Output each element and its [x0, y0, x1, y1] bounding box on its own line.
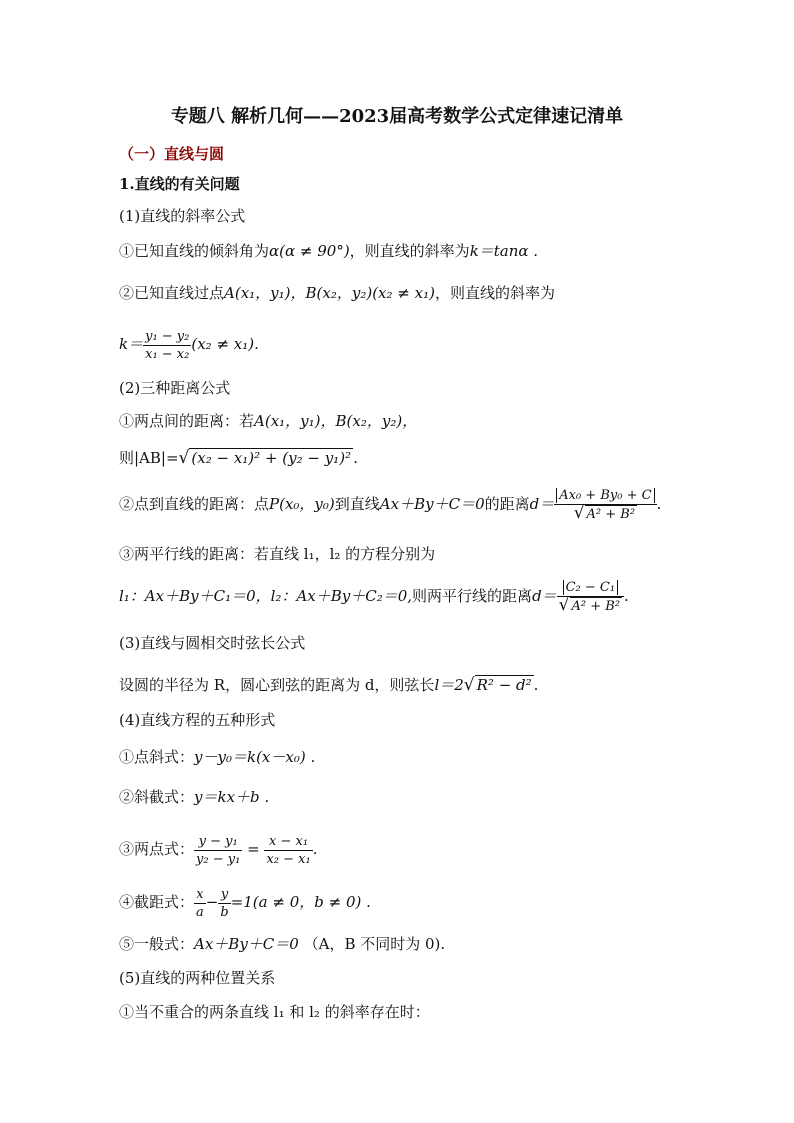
text: ②斜截式： — [119, 788, 195, 806]
formula: Ax＋By＋C＝0 — [194, 935, 299, 953]
fraction — [264, 833, 312, 868]
text: 则|AB|= — [119, 449, 179, 467]
text: . — [353, 449, 358, 467]
text: ，则直线的斜率为 — [434, 284, 555, 302]
fraction — [218, 886, 230, 921]
parallel-lines-line: ③两平行线的距离：若直线 l₁，l₂ 的方程分别为 — [119, 545, 436, 563]
chord-length-line — [119, 674, 538, 696]
text: . — [533, 676, 539, 694]
radicand: A² + B² — [571, 598, 621, 614]
topic-heading: 1.直线的有关问题 — [119, 175, 240, 193]
text: ，则直线的斜率为 — [349, 242, 470, 260]
subsection-line-forms: (4)直线方程的五种形式 — [119, 711, 276, 729]
two-point-form-line — [119, 829, 317, 869]
radicand: R² − d² — [476, 676, 532, 694]
text: 则两平行线的距离 — [412, 587, 533, 605]
slope-angle-line — [119, 240, 538, 262]
text: ②点到直线的距离：点 — [119, 495, 270, 513]
position-relation-line: ①当不重合的两条直线 l₁ 和 l₂ 的斜率存在时： — [119, 1003, 430, 1021]
general-form-line — [119, 933, 445, 955]
numerator: x − x₁ — [264, 833, 312, 851]
parallel-distance-formula — [119, 576, 629, 616]
page-title: 专题八 解析几何——2023届高考数学公式定律速记清单 — [170, 106, 624, 127]
numerator: x — [194, 886, 206, 904]
numerator: y₁ − y₂ — [145, 328, 190, 344]
subsection-distance: (2)三种距离公式 — [119, 379, 231, 397]
text: ①点斜式： — [119, 748, 195, 766]
fraction — [557, 579, 624, 616]
formula: k＝ — [119, 335, 144, 353]
formula: l₁：Ax＋By＋C₁＝0，l₂：Ax＋By＋C₂＝0, — [119, 587, 413, 605]
denominator: a — [196, 904, 204, 920]
formula: P(x₀，y₀) — [269, 495, 335, 513]
two-point-distance-line — [119, 410, 417, 432]
denominator: b — [220, 904, 229, 920]
text: . — [312, 840, 318, 858]
denominator — [554, 502, 656, 524]
formula: A(x₁，y₁)，B(x₂，y₂)(x₂ ≠ x₁) — [224, 284, 435, 302]
text: ②已知直线过点 — [119, 284, 225, 302]
slope-two-points-line — [119, 282, 555, 304]
formula: α(α ≠ 90°) — [269, 242, 350, 260]
point-slope-line — [119, 746, 315, 768]
denominator — [557, 594, 624, 616]
formula: y＝kx＋b . — [194, 788, 270, 806]
formula: y－y₀＝k(x－x₀) . — [194, 748, 316, 766]
text: 设圆的半径为 R，圆心到弦的距离为 d，则弦长 — [119, 676, 435, 694]
two-point-distance-formula — [119, 447, 358, 469]
abs-value: Ax₀ + By₀ + C — [556, 488, 654, 503]
numerator: y — [218, 886, 230, 904]
denominator: x₂ − x₁ — [266, 851, 311, 867]
text: ⑤一般式： — [119, 935, 195, 953]
sqrt-icon: √ — [573, 502, 585, 523]
equals: = — [247, 840, 260, 858]
radicand: (x₂ − x₁)² + (y₂ − y₁)² — [191, 449, 352, 467]
denominator: y₂ − y₁ — [196, 851, 241, 867]
fraction — [143, 328, 191, 363]
text: 的距离 — [484, 495, 530, 513]
slope-formula-line — [119, 326, 259, 363]
formula: l＝2 — [434, 676, 464, 694]
radicand: A² + B² — [586, 506, 636, 522]
fraction — [554, 487, 656, 524]
text: ①已知直线的倾斜角为 — [119, 242, 270, 260]
subsection-position-relation: (5)直线的两种位置关系 — [119, 969, 276, 987]
formula: A(x₁，y₁)，B(x₂，y₂)， — [254, 412, 418, 430]
text: 到直线 — [334, 495, 380, 513]
minus: − — [205, 893, 219, 911]
numerator — [554, 487, 656, 505]
subsection-slope: (1)直线的斜率公式 — [119, 207, 246, 225]
subsection-chord: (3)直线与圆相交时弦长公式 — [119, 634, 306, 652]
fraction — [194, 833, 242, 868]
intercept-form-line — [119, 882, 371, 922]
denominator: x₁ − x₂ — [145, 346, 190, 362]
sqrt-icon: √ — [558, 594, 570, 615]
point-line-distance-line — [119, 484, 661, 524]
text: . — [656, 495, 662, 513]
text: （A，B 不同时为 0). — [303, 935, 446, 953]
text: . — [624, 587, 629, 605]
section-heading: （一）直线与圆 — [119, 145, 225, 163]
slope-intercept-line — [119, 786, 269, 808]
sqrt-icon: √ — [178, 448, 190, 468]
formula: d＝ — [529, 495, 555, 513]
formula: k＝tanα . — [469, 242, 539, 260]
formula: Ax＋By＋C＝0 — [379, 495, 485, 513]
sqrt-icon: √ — [463, 675, 475, 695]
fraction — [194, 886, 206, 921]
text: ①两点间的距离：若 — [119, 412, 255, 430]
text: ④截距式： — [119, 893, 195, 911]
formula: =1(a ≠ 0，b ≠ 0) . — [230, 893, 371, 911]
text: ③两点式： — [119, 840, 195, 858]
numerator: y − y₁ — [194, 833, 242, 851]
formula: (x₂ ≠ x₁). — [191, 335, 259, 353]
abs-value: C₂ − C₁ — [563, 580, 618, 595]
formula: d＝ — [532, 587, 557, 605]
